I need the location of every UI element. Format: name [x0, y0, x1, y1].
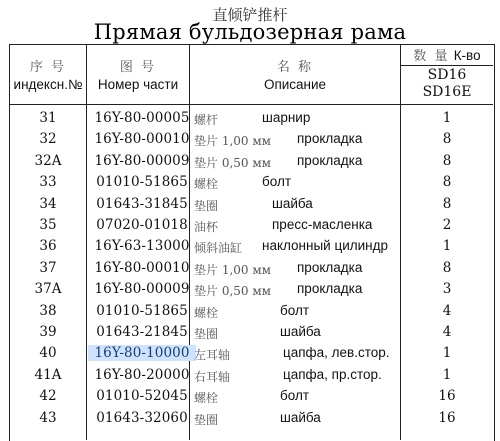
header-index-ru: индексн.№ [13, 77, 83, 92]
header-model-2: SD16E [422, 84, 472, 100]
row-desc-ru: прокладка [297, 152, 363, 168]
row-quantity: 3 [442, 281, 452, 298]
row-desc-ru: шайба [280, 409, 321, 425]
row-desc-cn: 螺杆 [194, 113, 219, 127]
row-part-number: 16Y-63-13000 [94, 238, 190, 255]
row-desc-cn: 垫圈 [194, 412, 219, 427]
row-index: 37 [39, 259, 57, 276]
row-quantity: 4 [442, 324, 452, 340]
row-desc-ru: наклонный цилиндр [262, 238, 388, 254]
table-row [10, 172, 492, 194]
row-part-number[interactable]: 16Y-80-10000 [88, 345, 196, 361]
row-desc-ru: прокладка [297, 281, 363, 297]
row-quantity: 1 [442, 110, 452, 126]
row-index: 41A [34, 366, 62, 383]
table-row [10, 215, 492, 237]
row-desc-cn: 左耳轴 [194, 348, 231, 363]
table-row [10, 343, 492, 365]
row-desc-cn: 右耳轴 [194, 369, 231, 384]
table-row [10, 151, 492, 173]
row-desc-ru: болт [262, 174, 292, 190]
row-part-number: 01010-51865 [96, 174, 188, 191]
row-index: 34 [39, 195, 57, 212]
row-desc-cn: 螺栓 [194, 177, 219, 192]
row-quantity: 8 [442, 131, 452, 148]
row-part-number: 01643-21845 [96, 324, 188, 340]
row-index: 43 [39, 409, 57, 426]
table-row [10, 301, 492, 323]
header-desc-ru: Описание [263, 77, 327, 92]
row-index: 33 [39, 174, 57, 191]
row-desc-cn: 垫圈 [194, 327, 219, 341]
row-quantity: 8 [442, 195, 452, 212]
table-row [10, 365, 492, 387]
row-index: 40 [39, 345, 57, 362]
row-part-number: 16Y-80-00010 [94, 259, 190, 276]
row-desc-cn: 垫片 0,50 мм [194, 284, 272, 299]
row-quantity: 8 [442, 259, 452, 276]
row-desc-cn: 垫片 1,00 мм [194, 262, 272, 277]
row-desc-ru: цапфа, лев.стор. [283, 345, 390, 361]
row-desc-cn: 垫圈 [194, 198, 219, 213]
row-desc-ru: пресс-масленка [272, 217, 373, 232]
row-desc-ru: шарнир [262, 110, 311, 125]
row-desc-ru: шайба [272, 195, 313, 211]
row-desc-cn: 垫片 0,50 мм [194, 155, 272, 170]
row-desc-ru: болт [280, 388, 310, 404]
table-row [10, 322, 492, 344]
row-desc-cn: 油杯 [194, 220, 219, 234]
qty-header-divider [400, 65, 493, 66]
row-part-number: 16Y-80-00005 [94, 110, 190, 126]
table-row [10, 279, 492, 301]
row-index: 36 [39, 238, 57, 255]
row-part-number: 16Y-80-00009 [94, 152, 190, 169]
row-part-number: 01643-31845 [96, 195, 188, 212]
row-index: 32 [39, 131, 57, 148]
table-row [10, 129, 492, 151]
row-quantity: 1 [442, 238, 452, 255]
row-quantity: 8 [442, 174, 452, 191]
row-quantity: 1 [442, 366, 452, 383]
row-quantity: 8 [442, 152, 452, 169]
table-row [10, 386, 492, 408]
row-index: 42 [39, 388, 57, 405]
header-index-cn: 序 号 [29, 60, 67, 75]
row-desc-cn: 螺栓 [194, 391, 219, 406]
header-part-cn: 图 号 [119, 60, 157, 75]
header-part-ru: Номер части [97, 77, 179, 92]
row-quantity: 16 [438, 388, 456, 405]
row-quantity: 1 [442, 345, 452, 362]
row-part-number: 01643-32060 [96, 409, 188, 426]
row-part-number: 07020-01018 [96, 217, 188, 233]
table-row [10, 258, 492, 280]
row-quantity: 4 [442, 302, 452, 319]
row-desc-cn: 垫片 1,00 мм [194, 134, 272, 149]
row-desc-cn: 螺栓 [194, 305, 219, 320]
header-desc-cn: 名 称 [276, 60, 314, 75]
header-model-1: SD16 [427, 67, 467, 83]
row-index: 32A [34, 152, 62, 169]
table-row [10, 108, 492, 130]
row-desc-ru: прокладка [297, 259, 363, 275]
row-index: 37A [34, 281, 62, 298]
row-index: 38 [39, 302, 57, 319]
row-part-number: 16Y-80-20000 [94, 366, 190, 383]
header-qty-cn: 数 量 [413, 49, 450, 64]
table-row [10, 194, 492, 216]
row-index: 35 [39, 217, 57, 233]
row-desc-ru: прокладка [297, 131, 363, 147]
row-index: 39 [39, 324, 57, 340]
title-russian: Прямая бульдозерная рама [93, 20, 407, 44]
row-part-number: 01010-52045 [96, 388, 188, 405]
row-part-number: 16Y-80-00009 [94, 281, 190, 298]
table-row [10, 236, 492, 258]
table-row [10, 408, 492, 430]
header-qty [401, 48, 493, 64]
row-desc-ru: цапфа, пр.стор. [283, 366, 382, 382]
header-qty-ru: К-во [453, 48, 481, 63]
row-part-number: 16Y-80-00010 [94, 131, 190, 148]
row-desc-cn: 倾斜油缸 [194, 241, 243, 256]
row-desc-ru: болт [280, 302, 310, 318]
row-desc-ru: шайба [280, 324, 321, 339]
row-quantity: 2 [442, 217, 452, 233]
header-divider [9, 104, 493, 105]
row-quantity: 16 [438, 409, 456, 426]
title-chinese: 直倾铲推杆 [212, 6, 288, 24]
row-part-number: 01010-51865 [96, 302, 188, 319]
row-index: 31 [39, 110, 57, 126]
